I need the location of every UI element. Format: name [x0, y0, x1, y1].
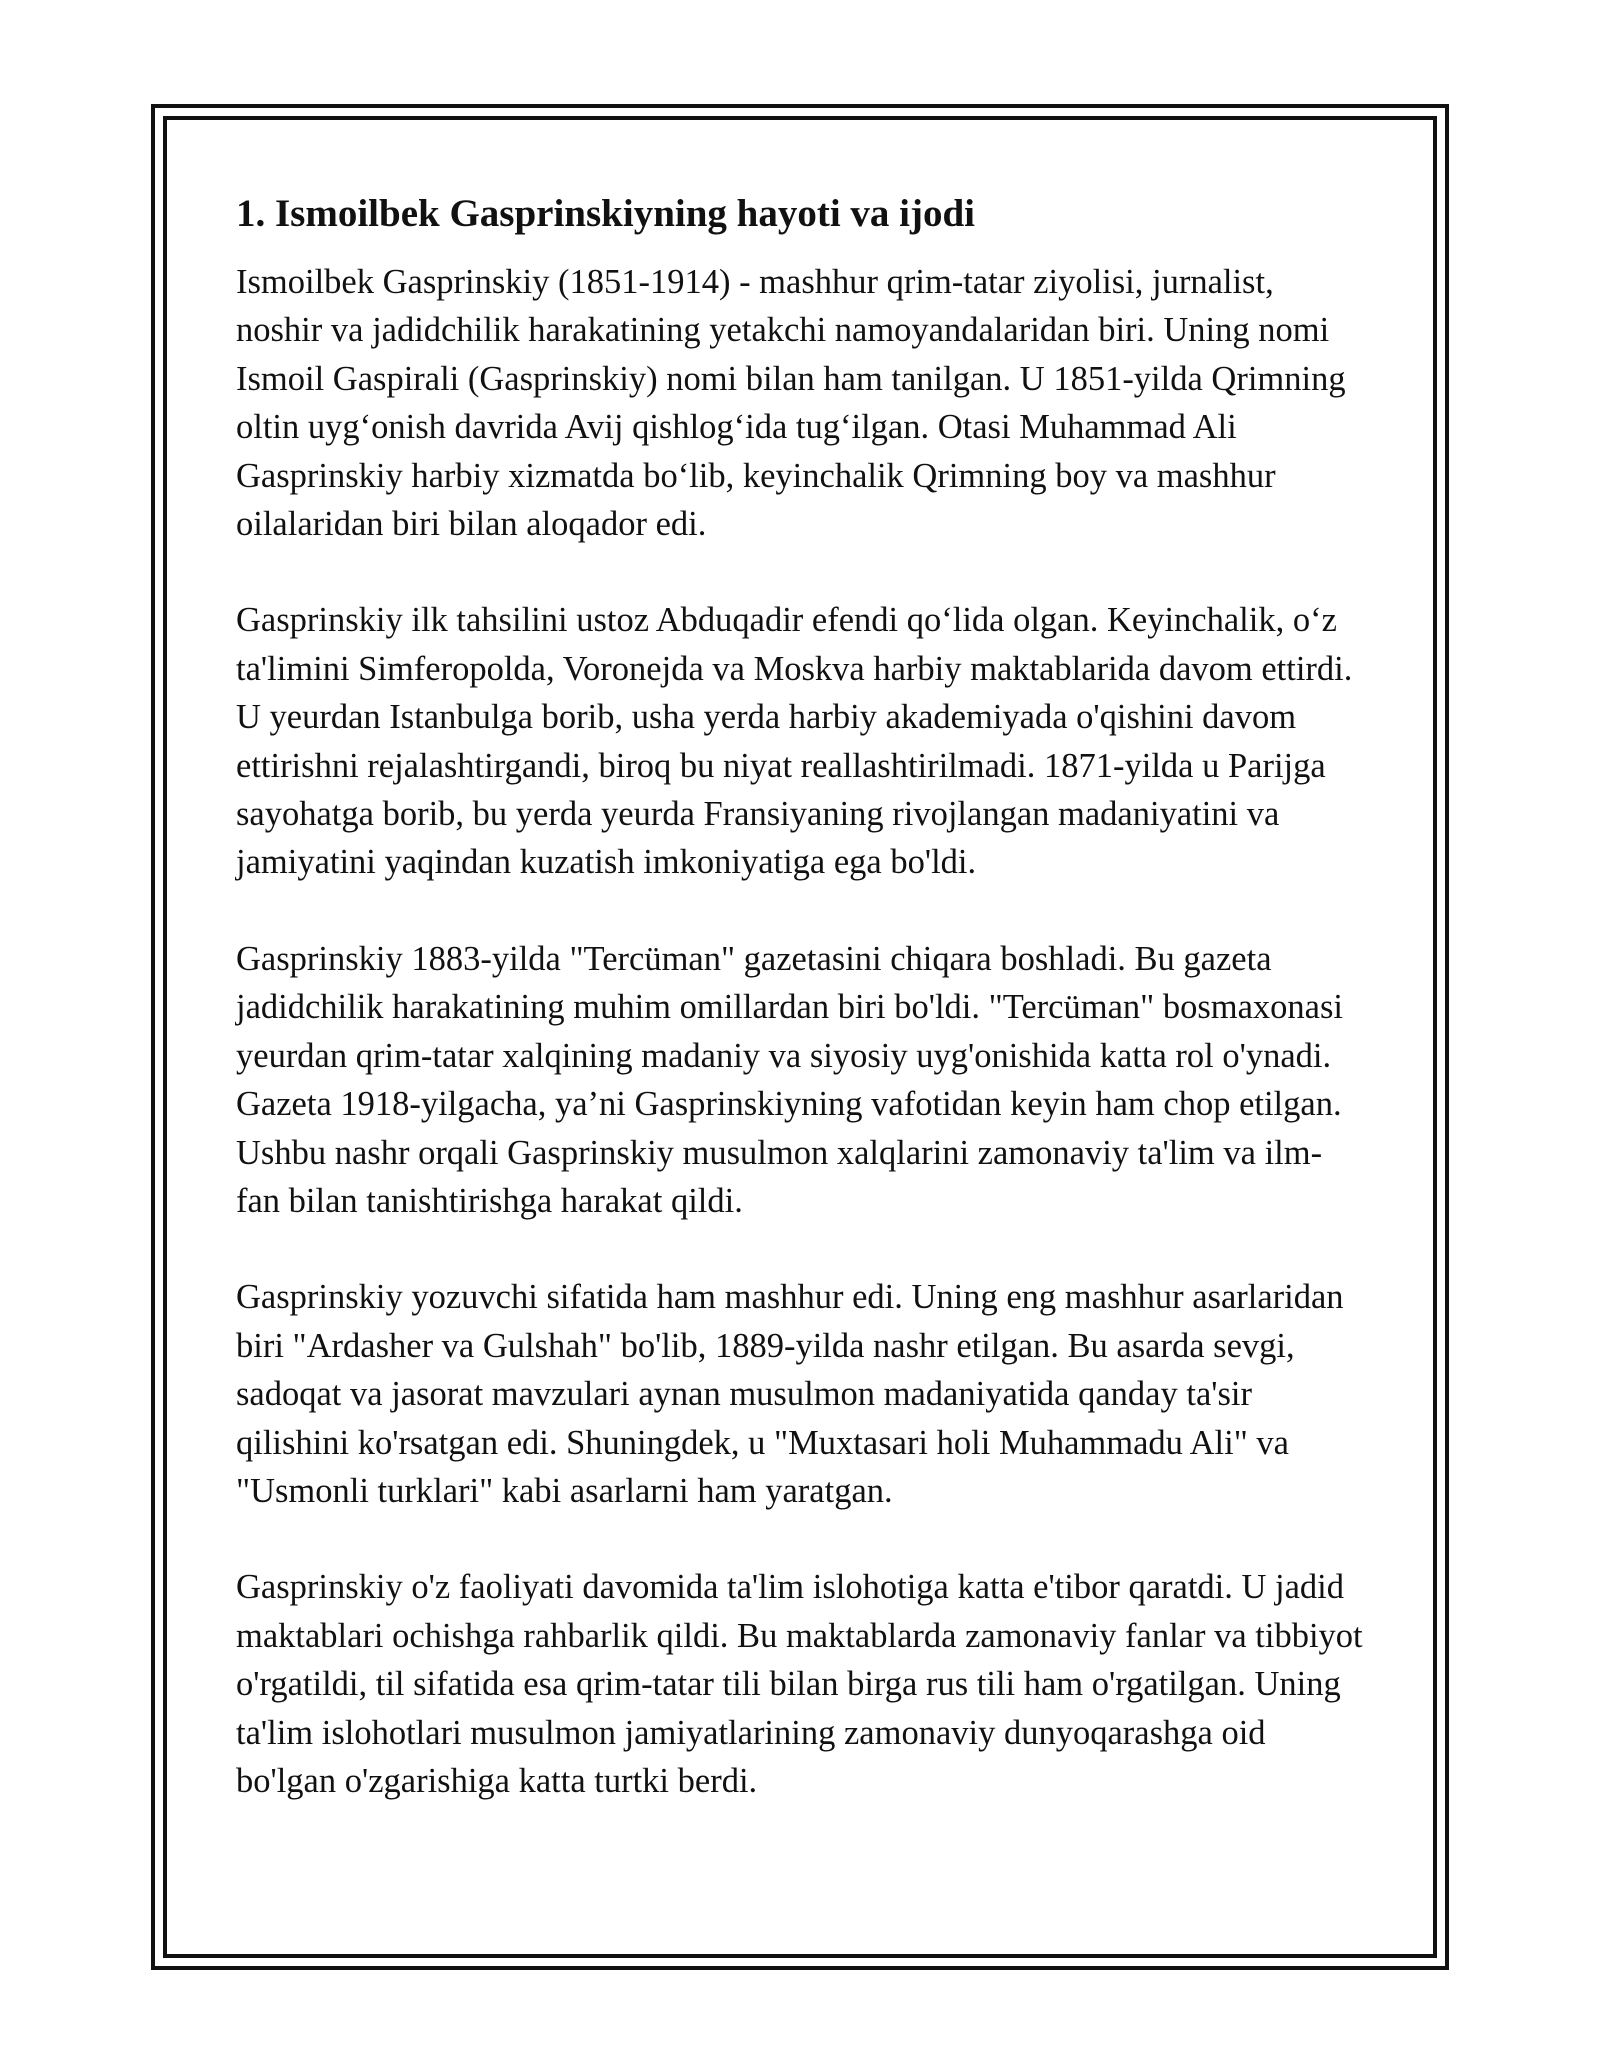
- paragraph-literary-works: Gasprinskiy yozuvchi sifatida ham mashhur edi. Uning eng mashhur asarlaridan biri "Ardasher va Gulshah" bo'lib, 1889-yilda nashr etilgan. Bu asarda sevgi, sadoqat va jasorat mavzulari aynan musulmon madaniyatida qanday ta'sir qilishini ko'rsatgan edi. Shuningdek, u "Muxtasari holi Muhammadu Ali" va "Usmonli turklari" kabi asarlarni ham yaratgan.: [236, 1278, 1344, 1510]
- paragraph-biography: Ismoilbek Gasprinskiy (1851-1914) - mashhur qrim-tatar ziyolisi, jurnalist, noshir va jadidchilik harakatining yetakchi namoyandalaridan biri. Uning nomi Ismoil Gaspirali (Gasprinskiy) nomi bilan ham tanilgan. U 1851-yilda Qrimning oltin uygʻonish davrida Avij qishlogʻida tugʻilgan. Otasi Muhammad Ali Gasprinskiy harbiy xizmatda boʻlib, keyinchalik Qrimning boy va mashhur oilalaridan biri bilan aloqador edi.: [236, 263, 1346, 544]
- document-title: 1. Ismoilbek Gasprinskiyning hayoti va ijodi: [236, 192, 976, 235]
- paragraph-education-reform: Gasprinskiy o'z faoliyati davomida ta'lim islohotiga katta e'tibor qaratdi. U jadid maktablari ochishga rahbarlik qildi. Bu maktablarda zamonaviy fanlar va tibbiyot o'rgatildi, til sifatida esa qrim-tatar tili bilan birga rus tili ham o'rgatilgan. Uning ta'lim islohotlari musulmon jamiyatlarining zamonaviy dunyoqarashga oid bo'lgan o'zgarishiga katta turtki berdi.: [236, 1568, 1363, 1800]
- paragraph-tercuman-newspaper: Gasprinskiy 1883-yilda "Tercüman" gazetasini chiqara boshladi. Bu gazeta jadidchilik harakatining muhim omillardan biri bo'ldi. "Tercüman" bosmaxonasi yeurdan qrim-tatar xalqining madaniy va siyosiy uyg'onishida katta rol o'ynadi. Gazeta 1918-yilgacha, ya’ni Gasprinskiyning vafotidan keyin ham chop etilgan. Ushbu nashr orqali Gasprinskiy musulmon xalqlarini zamonaviy ta'lim va ilm-fan bilan tanishtirishga harakat qildi.: [236, 939, 1343, 1220]
- paragraph-education: Gasprinskiy ilk tahsilini ustoz Abduqadir efendi qoʻlida olgan. Keyinchalik, oʻz ta'limini Simferopolda, Voronejda va Moskva harbiy maktablarida davom ettirdi. U yeurdan Istanbulga borib, usha yerda harbiy akademiyada o'qishini davom ettirishni rejalashtirgandi, biroq bu niyat reallashtirilmadi. 1871-yilda u Parijga sayohatga borib, bu yerda yeurda Fransiyaning rivojlangan madaniyatini va jamiyatini yaqindan kuzatish imkoniyatiga ega bo'ldi.: [236, 601, 1353, 882]
- document-body: [236, 186, 1366, 1805]
